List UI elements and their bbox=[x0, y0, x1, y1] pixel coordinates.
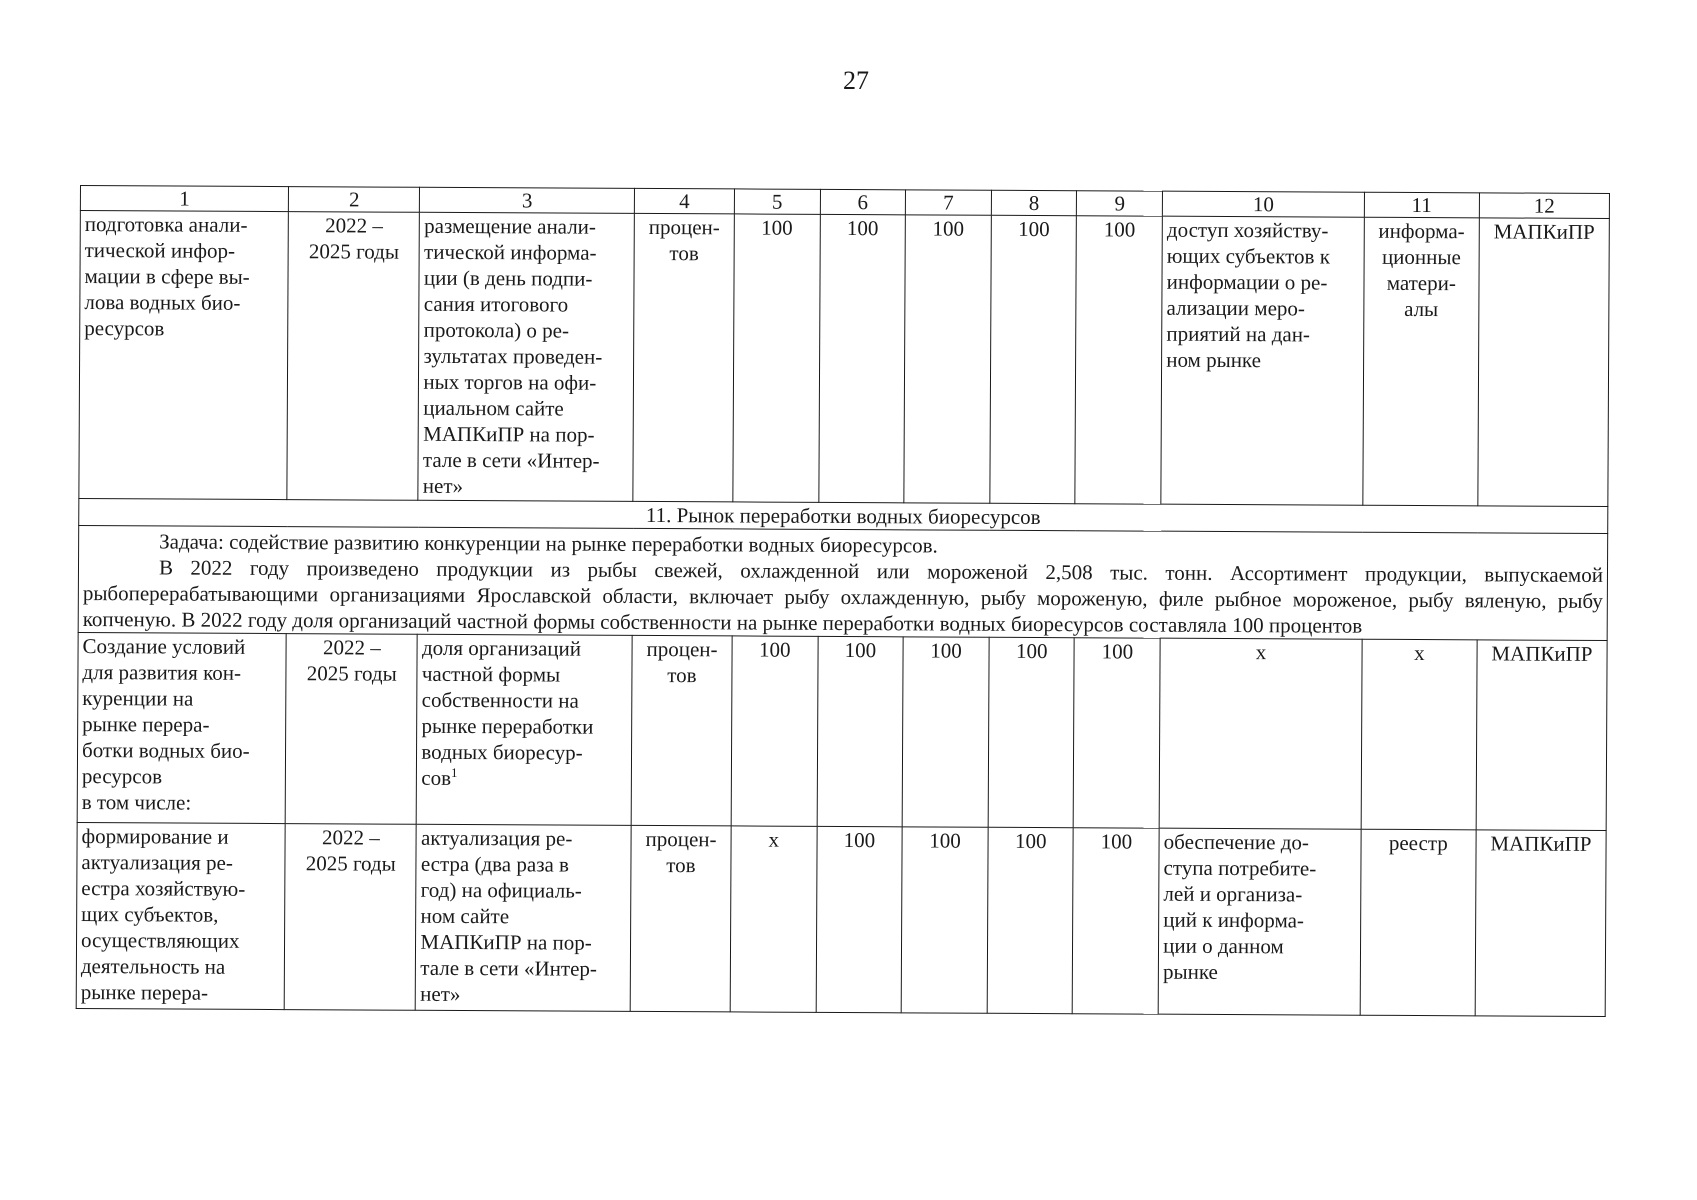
column-number: 9 bbox=[1077, 191, 1163, 216]
executor-cell: МАПКиПР bbox=[1475, 830, 1606, 1017]
value-cell: 100 bbox=[1073, 828, 1160, 1014]
measure-name-cell: Создание условий для развития кон- куренции на рынке перера- ботки водных био- ресурсов в том числе: bbox=[77, 632, 286, 823]
result-cell: доступ хозяйству- ющих субъектов к информации о ре- ализации меро- приятий на дан- ном рынке bbox=[1161, 216, 1364, 505]
executor-cell: МАПКиПР bbox=[1478, 218, 1610, 507]
column-number: 1 bbox=[80, 186, 288, 212]
indicator-text: доля организаций частной формы собственности на рынке переработки водных биоресур- сов bbox=[421, 635, 594, 790]
value-cell: 100 bbox=[901, 827, 988, 1013]
document-cell: реестр bbox=[1360, 829, 1476, 1016]
column-number: 4 bbox=[634, 188, 734, 214]
document-cell: информа- ционные матери- алы bbox=[1363, 217, 1479, 506]
table-row bbox=[76, 822, 1606, 1016]
period-cell: 2022 – 2025 годы bbox=[285, 634, 417, 825]
task-paragraph: В 2022 году произведено продукции из рыбы свежей, охлажденной или мороженой 2,508 тыс. тонн. Ассортимент продукции, выпускаемой рыбоперерабатывающими организациями Ярославской области, включает рыбу охлажденную, рыбу мороженую, филе рыбное мороженое, рыбу вяленую, рыбу копченую. В 2022 году доля организаций частной формы собственности на рынке переработки водных биоресурсов составляла 100 процентов bbox=[82, 555, 1604, 638]
value-cell: 100 bbox=[904, 215, 991, 503]
column-number: 7 bbox=[906, 190, 992, 215]
period-cell: 2022 – 2025 годы bbox=[284, 824, 416, 1011]
column-number: 5 bbox=[734, 189, 820, 214]
unit-cell: процен- тов bbox=[633, 213, 734, 502]
task-description bbox=[78, 525, 1608, 640]
measure-name-cell: подготовка анали- тической инфор- мации в сфере вы- лова водных био- ресурсов bbox=[79, 211, 289, 500]
column-number: 8 bbox=[991, 190, 1077, 215]
value-cell: 100 bbox=[817, 636, 904, 826]
document-cell: х bbox=[1361, 639, 1477, 830]
result-cell: х bbox=[1159, 638, 1362, 829]
value-cell: 100 bbox=[733, 214, 820, 502]
value-cell: 100 bbox=[988, 637, 1075, 827]
period-cell: 2022 – 2025 годы bbox=[287, 212, 420, 501]
value-cell: 100 bbox=[816, 826, 903, 1012]
indicator-cell: размещение анали- тической информа- ции (в день подпи- сания итогового протокола) о ре- зультатах проведен- ных торгов на офи- циальном сайте МАПКиПР на пор- тале в сети «Интер- нет» bbox=[418, 212, 634, 501]
task-row bbox=[78, 525, 1608, 640]
column-number: 10 bbox=[1162, 191, 1364, 217]
value-cell: 100 bbox=[1074, 638, 1161, 828]
value-cell: 100 bbox=[1075, 216, 1162, 504]
measure-name-cell: формирование и актуализация ре- естра хозяйствую- щих субъектов, осуществляющих деятельность на рынке перера- bbox=[76, 822, 285, 1009]
indicator-cell: актуализация ре- естра (два раза в год) на официаль- ном сайте МАПКиПР на пор- тале в сети «Интер- нет» bbox=[416, 824, 632, 1011]
unit-cell: процен- тов bbox=[630, 825, 731, 1012]
column-number: 2 bbox=[289, 187, 420, 213]
value-cell: 100 bbox=[902, 637, 989, 827]
table-row bbox=[77, 632, 1607, 830]
page-number: 27 bbox=[843, 66, 869, 95]
column-number: 3 bbox=[420, 187, 635, 213]
value-cell: 100 bbox=[987, 827, 1074, 1013]
section-title: 11. Рынок переработки водных биоресурсов bbox=[79, 498, 1608, 533]
column-number: 6 bbox=[820, 189, 906, 214]
footnote-mark: 1 bbox=[451, 764, 458, 780]
indicator-cell bbox=[417, 634, 633, 825]
result-cell: обеспечение до- ступа потребите- лей и организа- ций к информа- ции о данном рынке bbox=[1158, 828, 1361, 1015]
table-row bbox=[79, 211, 1609, 507]
measures-table bbox=[76, 185, 1610, 1017]
column-number: 11 bbox=[1364, 192, 1479, 218]
value-cell: 100 bbox=[818, 214, 905, 502]
value-cell: 100 bbox=[990, 215, 1077, 503]
unit-cell: процен- тов bbox=[631, 635, 732, 826]
value-cell: 100 bbox=[731, 636, 818, 826]
column-number: 12 bbox=[1479, 193, 1609, 219]
executor-cell: МАПКиПР bbox=[1476, 640, 1607, 831]
task-paragraph: Задача: содействие развитию конкуренции на рынке переработки водных биоресурсов. bbox=[159, 529, 938, 558]
value-cell: х bbox=[730, 826, 817, 1012]
